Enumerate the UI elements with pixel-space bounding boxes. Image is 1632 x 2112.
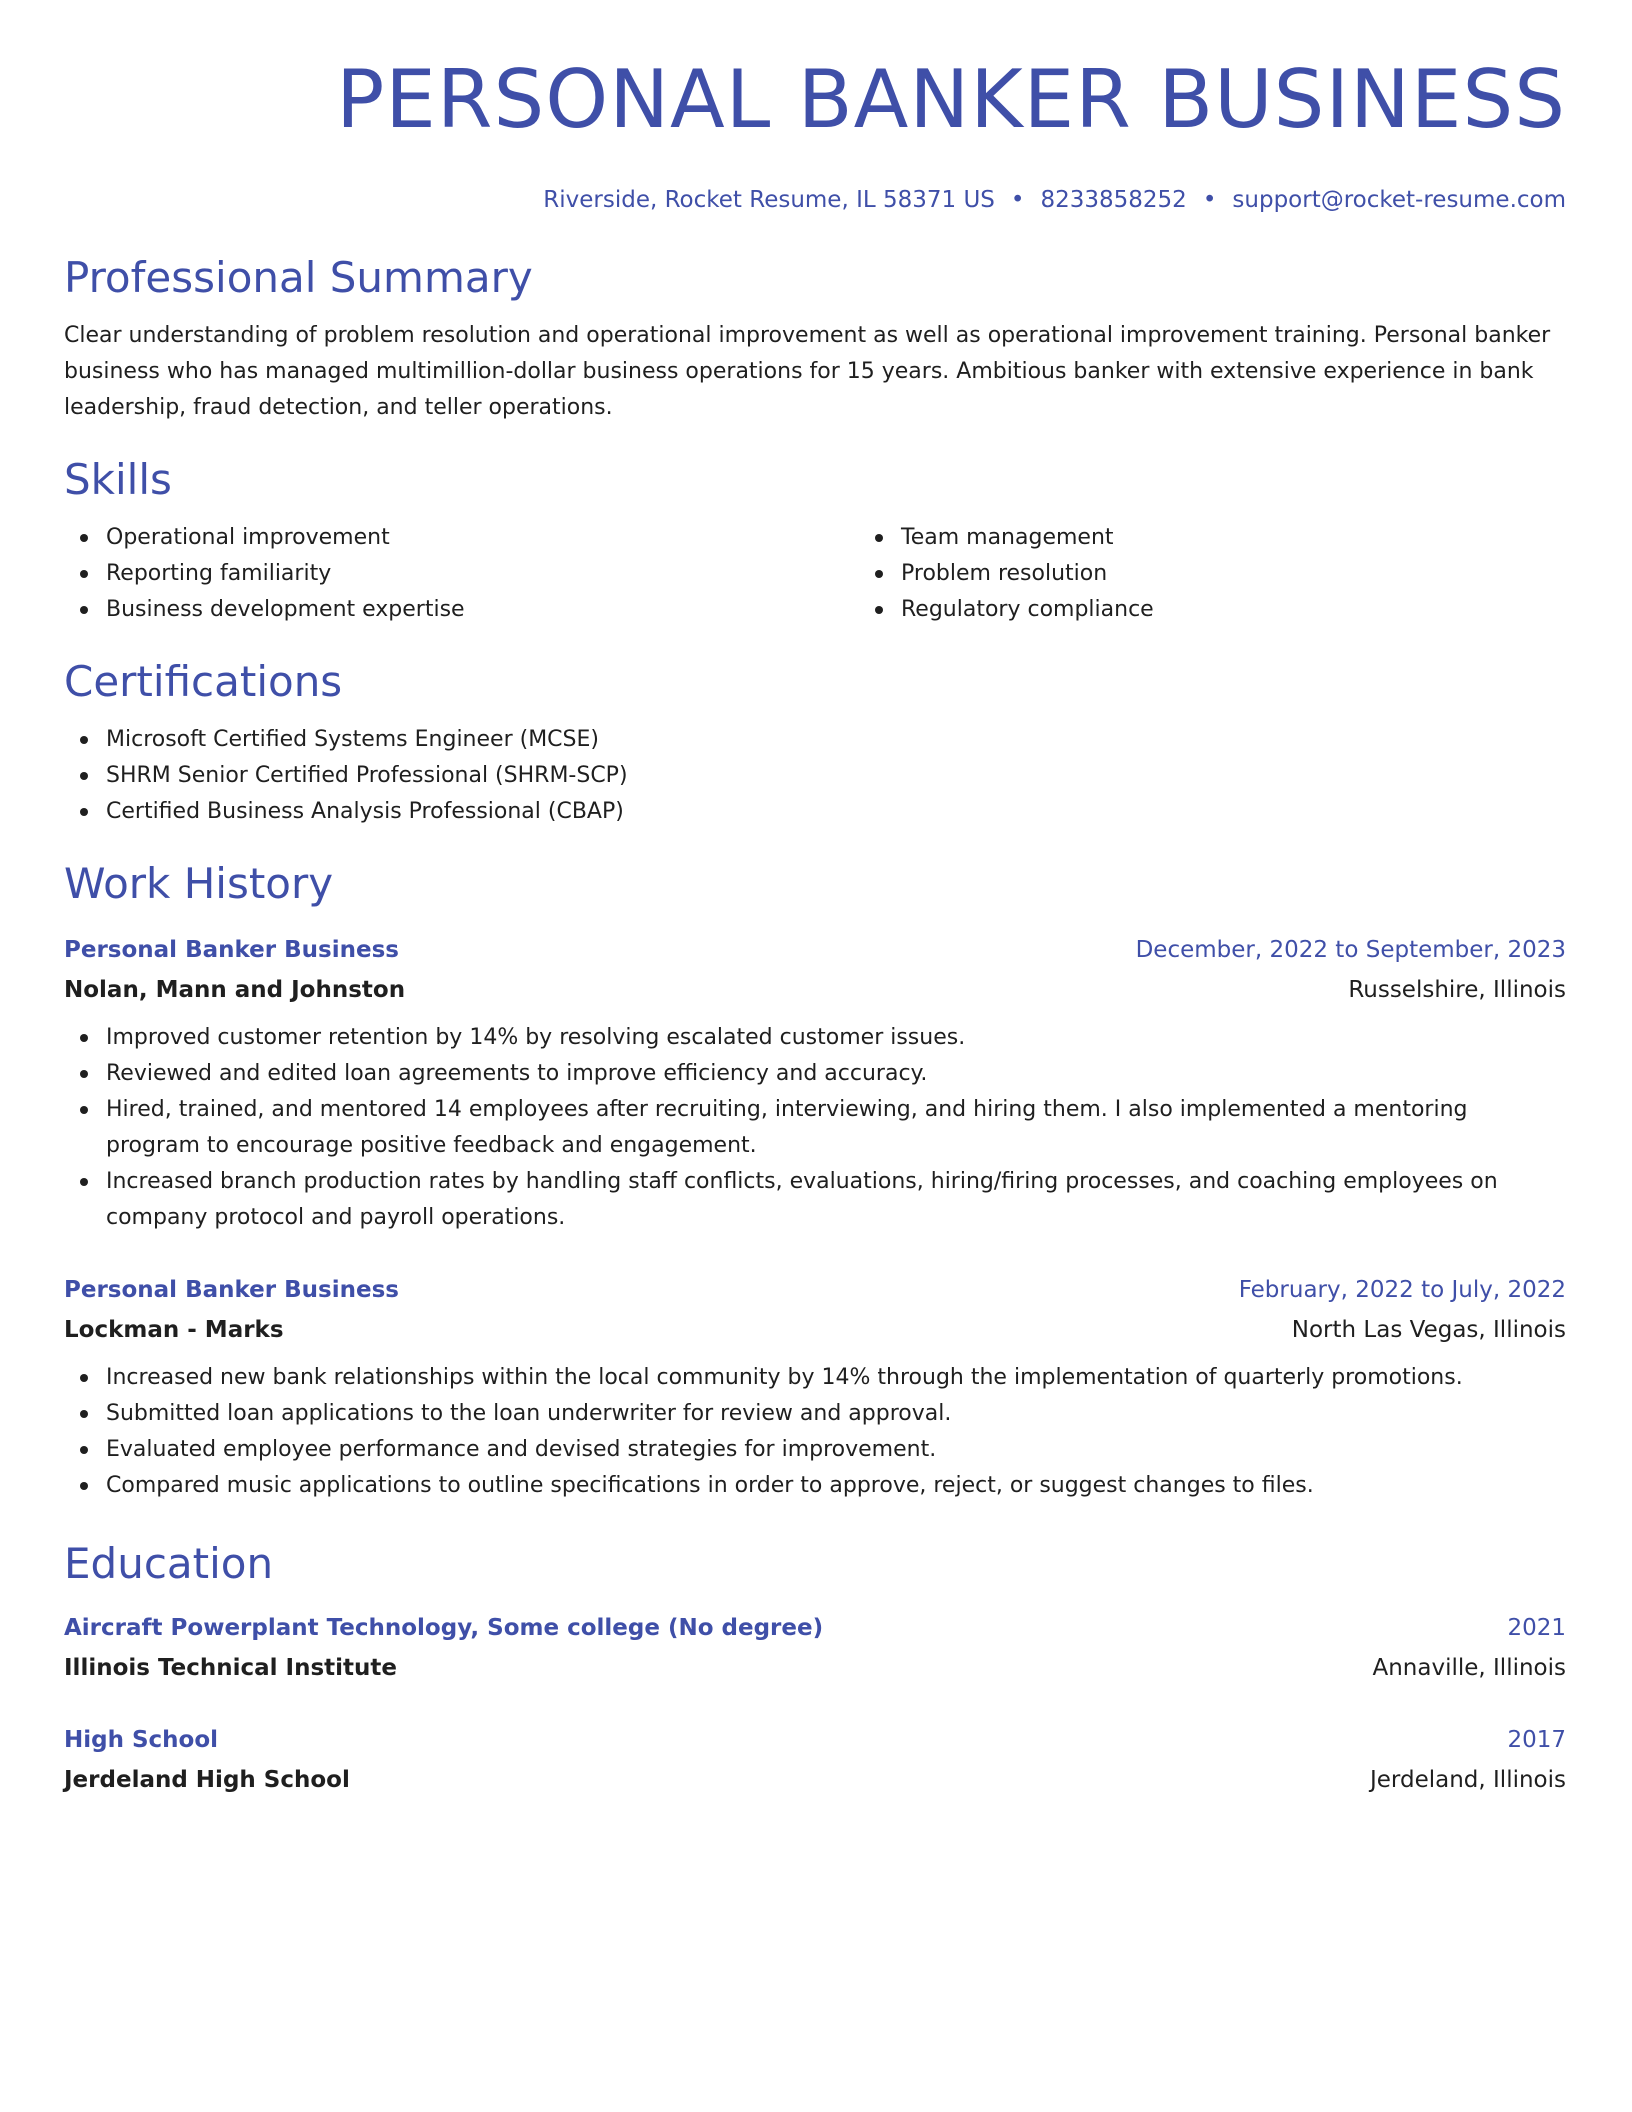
summary-text: Clear understanding of problem resolution and operational improvement as well as operational improvement training. Personal banker business who has managed multimillion-dollar business operations for 15 years. Ambitious banker with extensive experience in bank leadership, fraud detection, and teller operations. bbox=[64, 323, 1551, 420]
contact-email: support@rocket-resume.com bbox=[1232, 187, 1566, 213]
education-entry bbox=[64, 1720, 1566, 1800]
job-entry bbox=[64, 930, 1566, 1236]
job-title: Personal Banker Business bbox=[64, 937, 399, 963]
job-entry bbox=[64, 1270, 1566, 1504]
contact-phone: 8233858252 bbox=[1040, 187, 1187, 213]
candidate-name: PERSONAL BANKER BUSINESS bbox=[336, 53, 1566, 146]
education-location: Jerdeland, Illinois bbox=[1370, 1767, 1566, 1793]
certifications-section bbox=[64, 656, 1566, 830]
education-section bbox=[64, 1538, 1566, 1800]
education-degree: Aircraft Powerplant Technology, Some college (No degree) bbox=[64, 1615, 824, 1641]
job-bullet: Reviewed and edited loan agreements to improve efficiency and accuracy. bbox=[106, 1056, 1566, 1092]
job-bullets bbox=[64, 1020, 1566, 1236]
certification-item: Certified Business Analysis Professional (CBAP) bbox=[106, 794, 1566, 830]
skills-section bbox=[64, 454, 1566, 628]
summary-section bbox=[64, 252, 1566, 426]
skill-item: Business development expertise bbox=[106, 592, 857, 628]
education-school: Illinois Technical Institute bbox=[64, 1655, 397, 1681]
education-year: 2017 bbox=[1507, 1727, 1566, 1753]
skill-item: Regulatory compliance bbox=[901, 592, 1632, 628]
summary-title: Professional Summary bbox=[64, 253, 533, 302]
job-bullet: Evaluated employee performance and devised strategies for improvement. bbox=[106, 1432, 1566, 1468]
skills-list-left bbox=[64, 520, 857, 628]
certification-item: SHRM Senior Certified Professional (SHRM-SCP) bbox=[106, 758, 1566, 794]
education-entry bbox=[64, 1608, 1566, 1688]
job-location: North Las Vegas, Illinois bbox=[1291, 1317, 1566, 1343]
contact-line bbox=[64, 184, 1566, 216]
certifications-title: Certifications bbox=[64, 657, 343, 706]
skills-title: Skills bbox=[64, 455, 172, 504]
education-title: Education bbox=[64, 1539, 274, 1588]
skill-item: Reporting familiarity bbox=[106, 556, 857, 592]
education-degree: High School bbox=[64, 1727, 219, 1753]
job-location: Russelshire, Illinois bbox=[1348, 977, 1566, 1003]
skills-grid bbox=[64, 520, 1566, 628]
job-bullet: Increased new bank relationships within the local community by 14% through the implementation of quarterly promotions. bbox=[106, 1360, 1566, 1396]
certifications-list bbox=[64, 722, 1566, 830]
job-dates: December, 2022 to September, 2023 bbox=[1135, 937, 1566, 963]
education-location: Annaville, Illinois bbox=[1372, 1655, 1566, 1681]
job-company-row bbox=[64, 1310, 1566, 1350]
education-school-row bbox=[64, 1760, 1566, 1800]
education-school-row bbox=[64, 1648, 1566, 1688]
skill-item: Operational improvement bbox=[106, 520, 857, 556]
contact-address: Riverside, Rocket Resume, IL 58371 US bbox=[543, 187, 995, 213]
contact-separator: • bbox=[1010, 187, 1025, 213]
work-history-title: Work History bbox=[64, 859, 334, 908]
job-header-row bbox=[64, 1270, 1566, 1310]
education-header-row bbox=[64, 1608, 1566, 1648]
job-company: Lockman - Marks bbox=[64, 1317, 284, 1343]
job-company: Nolan, Mann and Johnston bbox=[64, 977, 406, 1003]
job-header-row bbox=[64, 930, 1566, 970]
job-dates: February, 2022 to July, 2022 bbox=[1238, 1277, 1566, 1303]
job-bullet: Submitted loan applications to the loan underwriter for review and approval. bbox=[106, 1396, 1566, 1432]
job-bullet: Increased branch production rates by handling staff conflicts, evaluations, hiring/firing processes, and coaching employees on company protocol and payroll operations. bbox=[106, 1164, 1566, 1236]
job-bullet: Compared music applications to outline specifications in order to approve, reject, or suggest changes to files. bbox=[106, 1468, 1566, 1504]
skills-list-right bbox=[857, 520, 1632, 628]
job-title: Personal Banker Business bbox=[64, 1277, 399, 1303]
work-history-section bbox=[64, 858, 1566, 1504]
certification-item: Microsoft Certified Systems Engineer (MCSE) bbox=[106, 722, 1566, 758]
education-year: 2021 bbox=[1507, 1615, 1566, 1641]
contact-separator: • bbox=[1202, 187, 1217, 213]
job-bullet: Hired, trained, and mentored 14 employees after recruiting, interviewing, and hiring them. I also implemented a mentoring program to encourage positive feedback and engagement. bbox=[106, 1092, 1566, 1164]
skill-item: Team management bbox=[901, 520, 1632, 556]
skill-item: Problem resolution bbox=[901, 556, 1632, 592]
job-bullets bbox=[64, 1360, 1566, 1504]
education-header-row bbox=[64, 1720, 1566, 1760]
education-school: Jerdeland High School bbox=[64, 1767, 350, 1793]
job-company-row bbox=[64, 970, 1566, 1010]
job-bullet: Improved customer retention by 14% by resolving escalated customer issues. bbox=[106, 1020, 1566, 1056]
